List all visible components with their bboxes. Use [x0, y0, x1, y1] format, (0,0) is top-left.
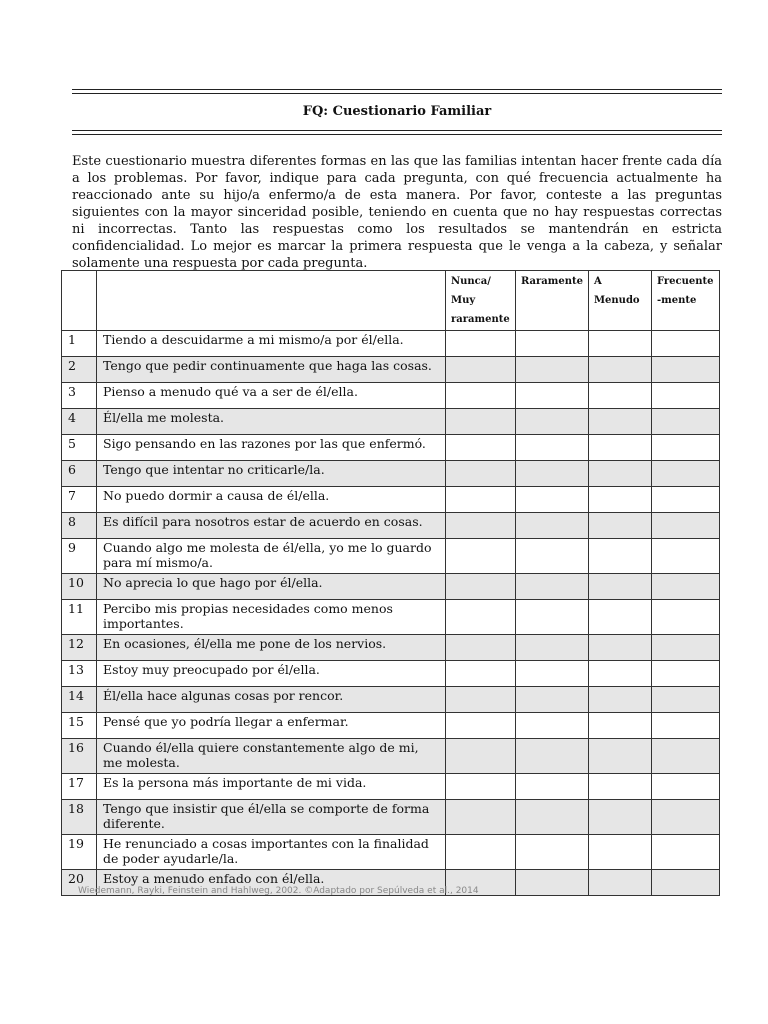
answer-cell-a-menudo[interactable]	[588, 635, 651, 661]
instructions-paragraph: Este cuestionario muestra diferentes formas en las que las familias intentan hacer frente cada día a los problemas. Por favor, indique para cada pregunta, con qué frecuencia actualmente ha reaccionado ante su hijo/a enfermo/a de esta manera. Por favor, conteste a las preguntas siguientes con la mayor sinceridad posible, teniendo en cuenta que no hay respuestas correctas ni incorrectas. Tanto las respuestas como los resultados se mantendrán en estricta confidencialidad. Lo mejor es marcar la primera respuesta que le venga a la cabeza, y señalar solamente una respuesta por cada pregunta.	[72, 154, 722, 271]
table-row	[62, 635, 720, 661]
header-statement	[97, 271, 446, 331]
item-statement: Estoy muy preocupado por él/ella.	[97, 661, 446, 687]
item-number: 8	[62, 513, 97, 539]
answer-cell-raramente[interactable]	[516, 661, 589, 687]
header-raramente: Raramente	[516, 271, 589, 331]
item-number: 14	[62, 687, 97, 713]
item-number: 18	[62, 800, 97, 835]
table-row	[62, 774, 720, 800]
header-a-menudo: A Menudo	[588, 271, 651, 331]
answer-cell-nunca[interactable]	[446, 539, 516, 574]
answer-cell-raramente[interactable]	[516, 461, 589, 487]
header-number	[62, 271, 97, 331]
item-statement: Estoy a menudo enfado con él/ella.	[97, 870, 446, 896]
answer-cell-a-menudo[interactable]	[588, 600, 651, 635]
table-row	[62, 409, 720, 435]
table-row	[62, 574, 720, 600]
item-number: 11	[62, 600, 97, 635]
answer-cell-raramente[interactable]	[516, 331, 589, 357]
answer-cell-raramente[interactable]	[516, 687, 589, 713]
answer-cell-nunca[interactable]	[446, 713, 516, 739]
item-statement: Tiendo a descuidarme a mi mismo/a por él/ella.	[97, 331, 446, 357]
answer-cell-raramente[interactable]	[516, 774, 589, 800]
top-rule-inner	[72, 93, 722, 94]
answer-cell-nunca[interactable]	[446, 461, 516, 487]
questionnaire-table	[61, 270, 720, 896]
bottom-rule-inner	[72, 134, 722, 135]
item-number: 1	[62, 331, 97, 357]
table-row	[62, 739, 720, 774]
item-number: 13	[62, 661, 97, 687]
answer-cell-frecuentemente[interactable]	[651, 383, 719, 409]
table-row	[62, 600, 720, 635]
answer-cell-frecuentemente[interactable]	[651, 774, 719, 800]
answer-cell-nunca[interactable]	[446, 687, 516, 713]
answer-cell-frecuentemente[interactable]	[651, 870, 719, 896]
page-title: FQ: Cuestionario Familiar	[302, 104, 492, 119]
answer-cell-nunca[interactable]	[446, 435, 516, 461]
table-row	[62, 357, 720, 383]
answer-cell-frecuentemente[interactable]	[651, 331, 719, 357]
item-number: 3	[62, 383, 97, 409]
answer-cell-frecuentemente[interactable]	[651, 539, 719, 574]
answer-cell-frecuentemente[interactable]	[651, 461, 719, 487]
item-number: 16	[62, 739, 97, 774]
item-statement: Tengo que intentar no criticarle/la.	[97, 461, 446, 487]
answer-cell-nunca[interactable]	[446, 383, 516, 409]
answer-cell-nunca[interactable]	[446, 739, 516, 774]
answer-cell-a-menudo[interactable]	[588, 800, 651, 835]
answer-cell-nunca[interactable]	[446, 513, 516, 539]
item-number: 12	[62, 635, 97, 661]
item-statement: No aprecia lo que hago por él/ella.	[97, 574, 446, 600]
item-number: 10	[62, 574, 97, 600]
table-row	[62, 513, 720, 539]
item-statement: Él/ella hace algunas cosas por rencor.	[97, 687, 446, 713]
answer-cell-raramente[interactable]	[516, 513, 589, 539]
answer-cell-raramente[interactable]	[516, 357, 589, 383]
answer-cell-frecuentemente[interactable]	[651, 739, 719, 774]
answer-cell-frecuentemente[interactable]	[651, 713, 719, 739]
answer-cell-frecuentemente[interactable]	[651, 835, 719, 870]
table-row	[62, 383, 720, 409]
table-row	[62, 435, 720, 461]
item-number: 19	[62, 835, 97, 870]
answer-cell-frecuentemente[interactable]	[651, 487, 719, 513]
item-number: 15	[62, 713, 97, 739]
answer-cell-raramente[interactable]	[516, 487, 589, 513]
table-row	[62, 687, 720, 713]
table-row	[62, 713, 720, 739]
header-nunca: Nunca/ Muy raramente	[446, 271, 516, 331]
answer-cell-frecuentemente[interactable]	[651, 687, 719, 713]
item-number: 7	[62, 487, 97, 513]
answer-cell-a-menudo[interactable]	[588, 435, 651, 461]
answer-cell-a-menudo[interactable]	[588, 513, 651, 539]
answer-cell-raramente[interactable]	[516, 870, 589, 896]
answer-cell-nunca[interactable]	[446, 600, 516, 635]
item-statement: Es la persona más importante de mi vida.	[97, 774, 446, 800]
answer-cell-a-menudo[interactable]	[588, 331, 651, 357]
answer-cell-frecuentemente[interactable]	[651, 574, 719, 600]
answer-cell-nunca[interactable]	[446, 635, 516, 661]
answer-cell-a-menudo[interactable]	[588, 661, 651, 687]
item-number: 2	[62, 357, 97, 383]
item-statement: No puedo dormir a causa de él/ella.	[97, 487, 446, 513]
item-statement: Sigo pensando en las razones por las que enfermó.	[97, 435, 446, 461]
answer-cell-a-menudo[interactable]	[588, 539, 651, 574]
answer-cell-nunca[interactable]	[446, 774, 516, 800]
item-statement: Tengo que pedir continuamente que haga las cosas.	[97, 357, 446, 383]
answer-cell-nunca[interactable]	[446, 574, 516, 600]
answer-cell-frecuentemente[interactable]	[651, 513, 719, 539]
answer-cell-nunca[interactable]	[446, 331, 516, 357]
item-statement: Tengo que insistir que él/ella se comporte de forma diferente.	[97, 800, 446, 835]
answer-cell-nunca[interactable]	[446, 487, 516, 513]
answer-cell-a-menudo[interactable]	[588, 357, 651, 383]
item-statement: He renunciado a cosas importantes con la finalidad de poder ayudarle/la.	[97, 835, 446, 870]
item-statement: Cuando algo me molesta de él/ella, yo me lo guardo para mí mismo/a.	[97, 539, 446, 574]
answer-cell-raramente[interactable]	[516, 739, 589, 774]
answer-cell-raramente[interactable]	[516, 600, 589, 635]
answer-cell-frecuentemente[interactable]	[651, 635, 719, 661]
answer-cell-a-menudo[interactable]	[588, 774, 651, 800]
item-number: 17	[62, 774, 97, 800]
answer-cell-raramente[interactable]	[516, 835, 589, 870]
answer-cell-frecuentemente[interactable]	[651, 600, 719, 635]
answer-cell-a-menudo[interactable]	[588, 409, 651, 435]
answer-cell-a-menudo[interactable]	[588, 687, 651, 713]
item-statement: Es difícil para nosotros estar de acuerdo en cosas.	[97, 513, 446, 539]
answer-cell-a-menudo[interactable]	[588, 713, 651, 739]
answer-cell-nunca[interactable]	[446, 357, 516, 383]
answer-cell-a-menudo[interactable]	[588, 835, 651, 870]
table-row	[62, 539, 720, 574]
item-statement: Percibo mis propias necesidades como menos importantes.	[97, 600, 446, 635]
item-statement: En ocasiones, él/ella me pone de los nervios.	[97, 635, 446, 661]
item-number: 5	[62, 435, 97, 461]
item-number: 9	[62, 539, 97, 574]
table-row	[62, 661, 720, 687]
answer-cell-a-menudo[interactable]	[588, 383, 651, 409]
table-row	[62, 331, 720, 357]
item-number: 6	[62, 461, 97, 487]
table-row	[62, 835, 720, 870]
answer-cell-raramente[interactable]	[516, 800, 589, 835]
item-statement: Cuando él/ella quiere constantemente algo de mi, me molesta.	[97, 739, 446, 774]
answer-cell-nunca[interactable]	[446, 661, 516, 687]
answer-cell-raramente[interactable]	[516, 383, 589, 409]
answer-cell-frecuentemente[interactable]	[651, 409, 719, 435]
table-row	[62, 487, 720, 513]
item-statement: Pensé que yo podría llegar a enfermar.	[97, 713, 446, 739]
answer-cell-raramente[interactable]	[516, 409, 589, 435]
answer-cell-frecuentemente[interactable]	[651, 661, 719, 687]
table-header-row	[62, 271, 720, 331]
table-row	[62, 461, 720, 487]
answer-cell-a-menudo[interactable]	[588, 739, 651, 774]
header-frecuentemente: Frecuente -mente	[651, 271, 719, 331]
citation-footer: Wiedemann, Rayki, Feinstein and Hahlweg, 2002. ©Adaptado por Sepúlveda et al., 2014	[78, 886, 479, 896]
answer-cell-raramente[interactable]	[516, 435, 589, 461]
table-row	[62, 800, 720, 835]
answer-cell-a-menudo[interactable]	[588, 870, 651, 896]
item-statement: Él/ella me molesta.	[97, 409, 446, 435]
item-statement: Pienso a menudo qué va a ser de él/ella.	[97, 383, 446, 409]
answer-cell-a-menudo[interactable]	[588, 487, 651, 513]
answer-cell-raramente[interactable]	[516, 539, 589, 574]
bottom-rule	[72, 130, 722, 131]
top-rule	[72, 89, 722, 90]
item-number: 4	[62, 409, 97, 435]
answer-cell-raramente[interactable]	[516, 635, 589, 661]
answer-cell-nunca[interactable]	[446, 835, 516, 870]
answer-cell-a-menudo[interactable]	[588, 574, 651, 600]
answer-cell-raramente[interactable]	[516, 713, 589, 739]
item-number: 20	[62, 870, 97, 896]
answer-cell-frecuentemente[interactable]	[651, 435, 719, 461]
answer-cell-frecuentemente[interactable]	[651, 357, 719, 383]
answer-cell-nunca[interactable]	[446, 800, 516, 835]
answer-cell-a-menudo[interactable]	[588, 461, 651, 487]
answer-cell-raramente[interactable]	[516, 574, 589, 600]
answer-cell-frecuentemente[interactable]	[651, 800, 719, 835]
answer-cell-nunca[interactable]	[446, 409, 516, 435]
